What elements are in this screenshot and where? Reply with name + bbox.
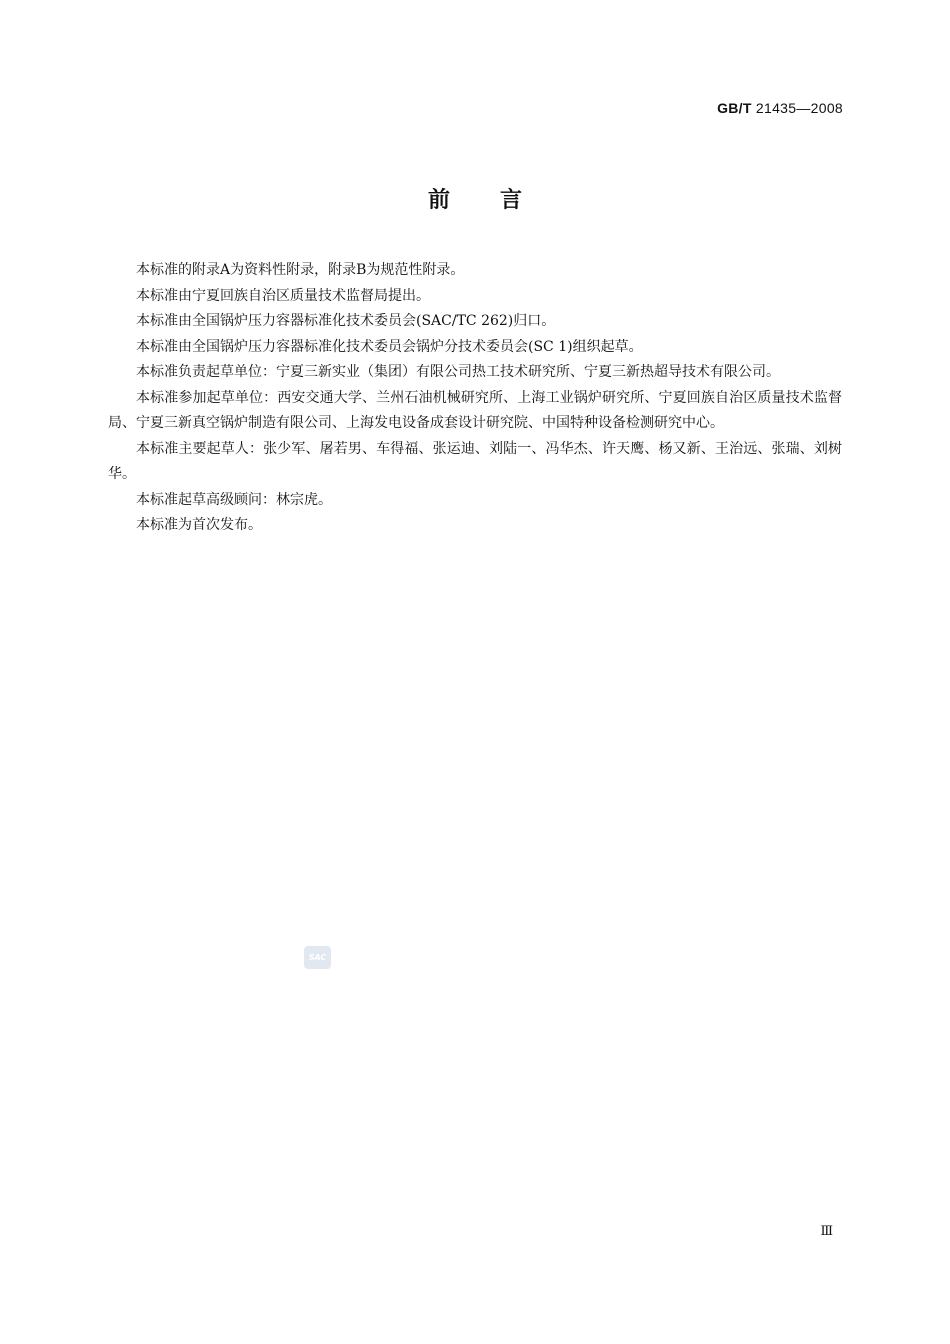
page-title: 前言 <box>427 188 572 213</box>
paragraph-proposer: 本标准由宁夏回族自治区质量技术监督局提出。 <box>136 287 430 304</box>
paragraph-annex: 本标准的附录A为资料性附录，附录B为规范性附录。 <box>136 262 465 278</box>
standard-year-number: 21435—2008 <box>755 100 843 116</box>
standard-code: GB/T <box>717 100 752 116</box>
paragraph-responsible-unit: 本标准负责起草单位：宁夏三新实业（集团）有限公司热工技术研究所、宁夏三新热超导技术有限公司。 <box>136 364 780 380</box>
paragraph-drafters: 本标准主要起草人：张少军、屠若男、车得福、张运迪、刘陆一、冯华杰、许天鹰、杨又新、王治远、张瑞、刘树华。 <box>108 440 842 482</box>
page-number: Ⅲ <box>820 1224 833 1239</box>
standard-number <box>717 100 843 116</box>
paragraph-organizer: 本标准由全国锅炉压力容器标准化技术委员会锅炉分技术委员会(SC 1)组织起草。 <box>136 338 643 355</box>
paragraph-advisor: 本标准起草高级顾问：林宗虎。 <box>136 491 332 508</box>
foreword-body <box>108 258 842 539</box>
paragraph-administrator: 本标准由全国锅炉压力容器标准化技术委员会(SAC/TC 262)归口。 <box>136 313 556 329</box>
sac-watermark-logo: SAC <box>304 946 331 969</box>
paragraph-participating-units: 本标准参加起草单位：西安交通大学、兰州石油机械研究所、上海工业锅炉研究所、宁夏回族自治区质量技术监督局、宁夏三新真空锅炉制造有限公司、上海发电设备成套设计研究院、中国特种设备检测研究中心。 <box>108 389 842 431</box>
paragraph-first-release: 本标准为首次发布。 <box>136 517 262 533</box>
